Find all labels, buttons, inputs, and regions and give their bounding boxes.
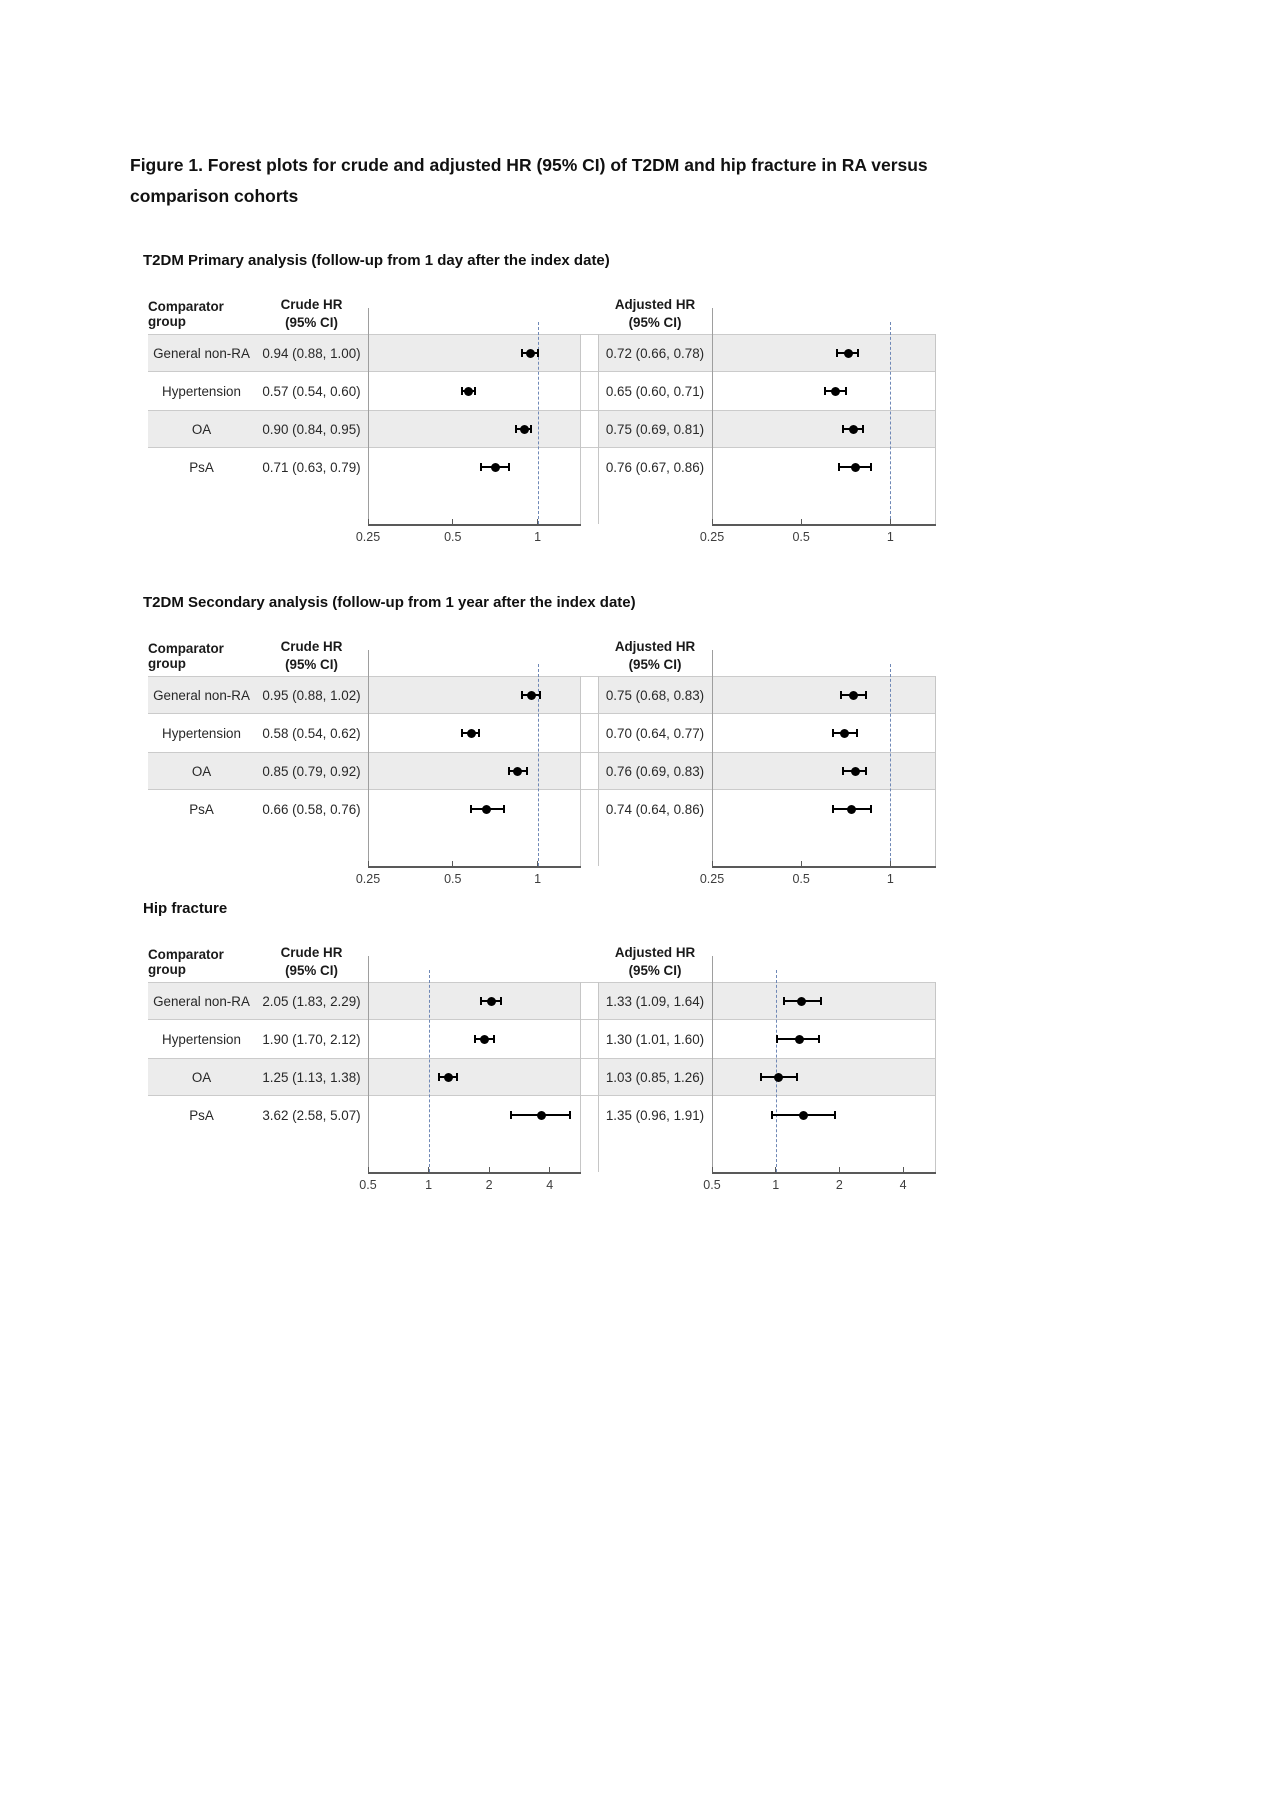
ci-cap-upper — [865, 691, 867, 699]
panel-title-t2dm-primary: T2DM Primary analysis (follow-up from 1 day after the index date) — [143, 252, 610, 269]
hr-point — [799, 1111, 808, 1120]
ci-cap-upper — [508, 463, 510, 471]
ci-cap-lower — [438, 1073, 440, 1081]
axis-tick-label: 0.5 — [444, 872, 462, 886]
comparator-label: PsA — [189, 801, 214, 817]
ci-cap-lower — [840, 691, 842, 699]
right-table-left-border — [598, 676, 599, 866]
axis-tick-label: 0.25 — [355, 530, 381, 544]
ci-cap-lower — [510, 1111, 512, 1119]
x-axis-line — [712, 1172, 936, 1174]
axis-tick — [489, 1167, 490, 1172]
ci-cap-upper — [870, 463, 872, 471]
ci-cap-upper — [865, 767, 867, 775]
axis-tick — [537, 861, 538, 866]
hr-point — [851, 767, 860, 776]
forest-row — [148, 334, 935, 372]
axis-tick-label: 1 — [772, 1178, 780, 1192]
axis-tick-label: 1 — [886, 530, 894, 544]
forest-table-hip-fracture — [148, 932, 935, 1198]
comparator-label: Hypertension — [162, 725, 241, 741]
forest-row — [148, 790, 935, 828]
hr-point — [482, 805, 491, 814]
crude-hr-value: 0.85 (0.79, 0.92) — [262, 763, 361, 779]
plot-left-border — [712, 956, 713, 1172]
axis-tick — [452, 519, 453, 524]
axis-tick-label: 0.5 — [359, 1178, 377, 1192]
axis-tick — [537, 519, 538, 524]
crude-hr-value: 0.57 (0.54, 0.60) — [262, 383, 361, 399]
adjusted-hr-value: 1.35 (0.96, 1.91) — [605, 1107, 705, 1123]
adjusted-hr-value: 0.74 (0.64, 0.86) — [605, 801, 705, 817]
plot-right-border — [935, 334, 936, 524]
right-table-left-border — [598, 334, 599, 524]
ci-cap-upper — [530, 425, 532, 433]
panels — [143, 252, 948, 1198]
adjusted-hr-value: 1.33 (1.09, 1.64) — [605, 993, 705, 1009]
forest-row — [148, 448, 935, 486]
hr-point — [513, 767, 522, 776]
ci-cap-lower — [838, 463, 840, 471]
axis-tick-label: 0.5 — [444, 530, 462, 544]
forest-row — [148, 372, 935, 410]
comparator-column-header: Comparator group — [148, 947, 224, 977]
hr-point — [464, 387, 473, 396]
plot-right-border — [935, 676, 936, 866]
right-table-left-border — [598, 982, 599, 1172]
forest-panel-t2dm-primary — [143, 252, 948, 550]
adjusted-hr-column-header — [598, 626, 712, 676]
axis-tick — [839, 1167, 840, 1172]
ci-cap-upper — [834, 1111, 836, 1119]
forest-row — [148, 1058, 935, 1096]
ci-cap-lower — [521, 691, 523, 699]
x-axis-line — [368, 1172, 581, 1174]
comparator-label: OA — [191, 1069, 212, 1085]
ci-cap-lower — [461, 729, 463, 737]
hr-point — [831, 387, 840, 396]
ci-cap-upper — [478, 729, 480, 737]
axis-tick-label: 2 — [835, 1178, 843, 1192]
ci-cap-lower — [783, 997, 785, 1005]
hr-point — [526, 349, 535, 358]
adjusted-hr-value: 0.75 (0.69, 0.81) — [605, 421, 705, 437]
axis-tick — [801, 519, 802, 524]
crude-hr-column-header — [255, 932, 368, 982]
forest-table-t2dm-primary — [148, 284, 935, 550]
ci-cap-upper — [862, 425, 864, 433]
axis-tick-label: 0.25 — [699, 530, 725, 544]
axis-tick-label: 1 — [534, 872, 542, 886]
plot-left-border — [712, 308, 713, 524]
ci-cap-upper — [856, 729, 858, 737]
ci-cap-lower — [776, 1035, 778, 1043]
comparator-label: General non-RA — [153, 687, 250, 703]
adjusted-hr-header-line1: Adjusted HR — [614, 639, 696, 655]
crude-hr-value: 2.05 (1.83, 2.29) — [262, 993, 361, 1009]
ci-cap-lower — [515, 425, 517, 433]
plot-right-border — [935, 982, 936, 1172]
comparator-label: OA — [191, 421, 212, 437]
axis-tick — [368, 1167, 369, 1172]
adjusted-hr-value: 0.65 (0.60, 0.71) — [605, 383, 705, 399]
hr-point — [795, 1035, 804, 1044]
forest-row — [148, 676, 935, 714]
hr-point — [537, 1111, 546, 1120]
ci-cap-lower — [832, 729, 834, 737]
comparator-label: OA — [191, 763, 212, 779]
hr-point — [520, 425, 529, 434]
panel-title-t2dm-secondary: T2DM Secondary analysis (follow-up from 1 year after the index date) — [143, 594, 636, 611]
hr-point — [849, 691, 858, 700]
crude-hr-value: 0.66 (0.58, 0.76) — [262, 801, 361, 817]
ci-cap-upper — [456, 1073, 458, 1081]
comparator-column-header: Comparator group — [148, 299, 224, 329]
adjusted-hr-value: 0.76 (0.67, 0.86) — [605, 459, 705, 475]
axis-tick — [428, 1167, 429, 1172]
axis-tick-label: 1 — [425, 1178, 433, 1192]
ci-cap-lower — [461, 387, 463, 395]
hr-point — [849, 425, 858, 434]
plot-right-border — [580, 676, 581, 866]
axis-tick-label: 0.25 — [355, 872, 381, 886]
reference-line-hr1 — [890, 322, 891, 524]
hr-point — [851, 463, 860, 472]
reference-line-hr1 — [776, 970, 777, 1172]
ci-cap-lower — [836, 349, 838, 357]
axis-tick — [368, 519, 369, 524]
ci-cap-lower — [470, 805, 472, 813]
forest-panel-hip-fracture — [143, 900, 948, 1198]
plot-right-border — [580, 334, 581, 524]
axis-tick — [890, 861, 891, 866]
adjusted-hr-column-header — [598, 932, 712, 982]
hr-point — [527, 691, 536, 700]
reference-line-hr1 — [429, 970, 430, 1172]
crude-hr-column-header — [255, 284, 368, 334]
x-axis-line — [712, 866, 936, 868]
comparator-column-header: Comparator group — [148, 641, 224, 671]
crude-hr-header-line1: Crude HR — [280, 639, 343, 655]
axis-tick-label: 4 — [899, 1178, 907, 1192]
ci-cap-lower — [480, 997, 482, 1005]
plot-right-border — [580, 982, 581, 1172]
plot-left-border — [368, 650, 369, 866]
adjusted-hr-value: 0.75 (0.68, 0.83) — [605, 687, 705, 703]
hr-point — [847, 805, 856, 814]
ci-cap-upper — [870, 805, 872, 813]
axis-tick-label: 2 — [485, 1178, 493, 1192]
forest-panel-t2dm-secondary — [143, 594, 948, 892]
crude-hr-header-line2: (95% CI) — [285, 656, 338, 672]
axis-tick — [712, 861, 713, 866]
ci-cap-lower — [832, 805, 834, 813]
ci-cap-lower — [521, 349, 523, 357]
crude-hr-value: 0.90 (0.84, 0.95) — [262, 421, 361, 437]
crude-hr-column-header — [255, 626, 368, 676]
hr-point — [840, 729, 849, 738]
crude-hr-header-line2: (95% CI) — [285, 962, 338, 978]
crude-hr-value: 3.62 (2.58, 5.07) — [262, 1107, 361, 1123]
reference-line-hr1 — [890, 664, 891, 866]
plot-left-border — [368, 956, 369, 1172]
hr-point — [480, 1035, 489, 1044]
x-axis-line — [712, 524, 936, 526]
ci-cap-upper — [569, 1111, 571, 1119]
ci-cap-upper — [500, 997, 502, 1005]
hr-point — [844, 349, 853, 358]
ci-cap-lower — [824, 387, 826, 395]
axis-tick-label: 0.5 — [792, 530, 810, 544]
comparator-label: PsA — [189, 459, 214, 475]
ci-cap-lower — [480, 463, 482, 471]
ci-cap-upper — [539, 691, 541, 699]
crude-hr-value: 1.25 (1.13, 1.38) — [262, 1069, 361, 1085]
hr-point — [774, 1073, 783, 1082]
adjusted-hr-value: 0.76 (0.69, 0.83) — [605, 763, 705, 779]
adjusted-hr-value: 1.30 (1.01, 1.60) — [605, 1031, 705, 1047]
axis-tick-label: 0.25 — [699, 872, 725, 886]
crude-hr-header-line2: (95% CI) — [285, 314, 338, 330]
comparator-label: General non-RA — [153, 993, 250, 1009]
ci-cap-upper — [857, 349, 859, 357]
plot-left-border — [712, 650, 713, 866]
axis-tick — [712, 1167, 713, 1172]
crude-hr-header-line1: Crude HR — [280, 297, 343, 313]
crude-hr-value: 1.90 (1.70, 2.12) — [262, 1031, 361, 1047]
adjusted-hr-value: 0.72 (0.66, 0.78) — [605, 345, 705, 361]
comparator-label: PsA — [189, 1107, 214, 1123]
adjusted-hr-header-line1: Adjusted HR — [614, 945, 696, 961]
axis-tick — [452, 861, 453, 866]
figure-title: Figure 1. Forest plots for crude and adjusted HR (95% CI) of T2DM and hip fracture in RA versus comparison cohorts — [130, 155, 928, 206]
adjusted-hr-header-line2: (95% CI) — [628, 962, 682, 978]
hr-point — [444, 1073, 453, 1082]
axis-tick-label: 0.5 — [792, 872, 810, 886]
adjusted-hr-value: 0.70 (0.64, 0.77) — [605, 725, 705, 741]
hr-point — [467, 729, 476, 738]
crude-hr-header-line1: Crude HR — [280, 945, 343, 961]
hr-point — [797, 997, 806, 1006]
adjusted-hr-header-line1: Adjusted HR — [614, 297, 696, 313]
axis-tick — [775, 1167, 776, 1172]
crude-hr-value: 0.94 (0.88, 1.00) — [262, 345, 361, 361]
axis-tick — [801, 861, 802, 866]
axis-tick-label: 0.5 — [703, 1178, 721, 1192]
panel-title-hip-fracture: Hip fracture — [143, 900, 228, 917]
crude-hr-value: 0.71 (0.63, 0.79) — [262, 459, 361, 475]
x-axis-line — [368, 524, 581, 526]
ci-cap-upper — [493, 1035, 495, 1043]
ci-cap-upper — [474, 387, 476, 395]
axis-tick — [549, 1167, 550, 1172]
ci-cap-lower — [474, 1035, 476, 1043]
comparator-label: Hypertension — [162, 1031, 241, 1047]
ci-cap-upper — [820, 997, 822, 1005]
forest-row — [148, 410, 935, 448]
crude-hr-value: 0.58 (0.54, 0.62) — [262, 725, 361, 741]
axis-tick — [712, 519, 713, 524]
axis-tick-label: 1 — [534, 530, 542, 544]
ci-cap-upper — [818, 1035, 820, 1043]
ci-cap-lower — [842, 767, 844, 775]
comparator-label: General non-RA — [153, 345, 250, 361]
axis-tick — [903, 1167, 904, 1172]
axis-tick-label: 4 — [546, 1178, 554, 1192]
adjusted-hr-header-line2: (95% CI) — [628, 656, 682, 672]
adjusted-hr-value: 1.03 (0.85, 1.26) — [605, 1069, 705, 1085]
hr-point — [491, 463, 500, 472]
ci-cap-upper — [796, 1073, 798, 1081]
axis-tick — [368, 861, 369, 866]
axis-tick — [890, 519, 891, 524]
adjusted-hr-column-header — [598, 284, 712, 334]
plot-left-border — [368, 308, 369, 524]
x-axis-line — [368, 866, 581, 868]
crude-hr-value: 0.95 (0.88, 1.02) — [262, 687, 361, 703]
ci-cap-upper — [537, 349, 539, 357]
ci-cap-lower — [771, 1111, 773, 1119]
ci-cap-upper — [845, 387, 847, 395]
forest-row — [148, 752, 935, 790]
ci-cap-upper — [526, 767, 528, 775]
ci-cap-upper — [503, 805, 505, 813]
ci-cap-lower — [508, 767, 510, 775]
adjusted-hr-header-line2: (95% CI) — [628, 314, 682, 330]
forest-row — [148, 714, 935, 752]
axis-tick-label: 1 — [886, 872, 894, 886]
forest-table-t2dm-secondary — [148, 626, 935, 892]
comparator-label: Hypertension — [162, 383, 241, 399]
hr-point — [487, 997, 496, 1006]
ci-cap-lower — [842, 425, 844, 433]
ci-cap-lower — [760, 1073, 762, 1081]
